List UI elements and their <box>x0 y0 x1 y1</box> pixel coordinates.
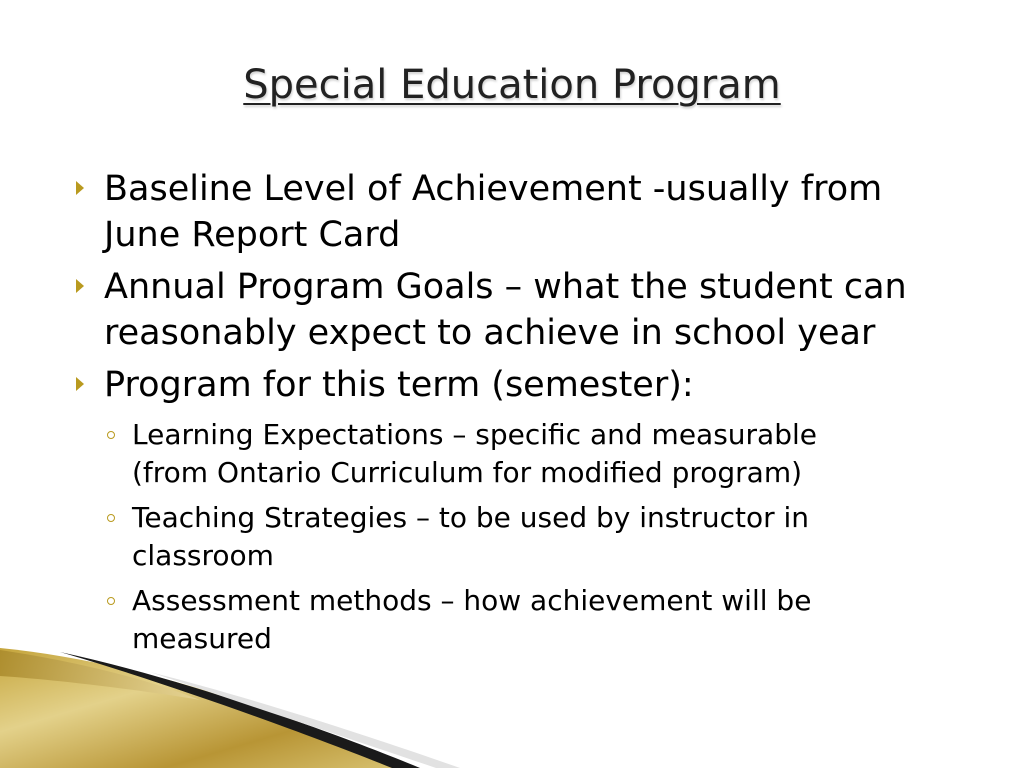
bullet-item <box>104 166 882 258</box>
bullet-text-line: reasonably expect to achieve in school year <box>104 313 876 353</box>
bullet-text-line: June Report Card <box>104 215 401 255</box>
sub-bullet-item <box>132 582 811 658</box>
sub-bullet-text-line: classroom <box>132 539 274 572</box>
bullet-text-line: Program for this term (semester): <box>104 365 694 405</box>
arrow-bullet-icon <box>76 377 84 391</box>
bullet-text-line: Baseline Level of Achievement -usually from <box>104 169 883 209</box>
sub-bullet-text-line: measured <box>132 622 272 655</box>
bullet-item <box>104 362 694 408</box>
sub-bullet-item <box>132 499 809 575</box>
arrow-bullet-icon <box>76 181 84 195</box>
ring-bullet-icon <box>107 431 115 439</box>
bullet-item <box>104 264 907 356</box>
sub-bullet-item <box>132 416 817 492</box>
sub-bullet-text-line: Learning Expectations – specific and measurable <box>132 418 817 451</box>
ring-bullet-icon <box>107 597 115 605</box>
sub-bullet-text-line: Assessment methods – how achievement will be <box>132 584 812 617</box>
arrow-bullet-icon <box>76 279 84 293</box>
slide-title: Special Education Program <box>243 62 781 108</box>
sub-bullet-text-line: (from Ontario Curriculum for modified program) <box>132 456 803 489</box>
sub-bullet-text-line: Teaching Strategies – to be used by instructor in <box>132 501 810 534</box>
ring-bullet-icon <box>107 514 115 522</box>
bullet-text-line: Annual Program Goals – what the student can <box>104 267 907 307</box>
